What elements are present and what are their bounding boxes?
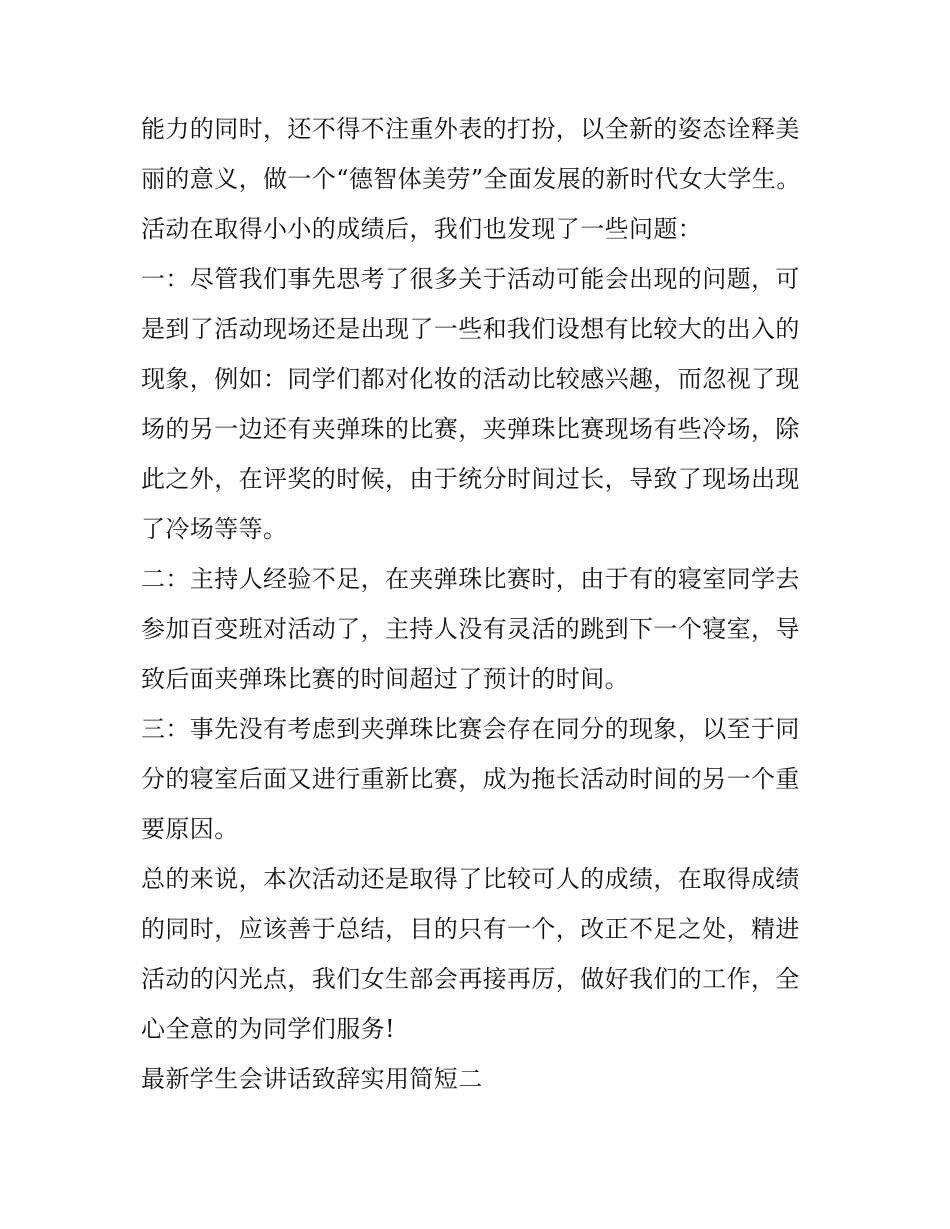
text-line: 活动的闪光点，我们女生部会再接再厉，做好我们的工作，全 (141, 965, 800, 993)
text-line: 场的另一边还有夹弹珠的比赛，夹弹珠比赛现场有些冷场，除 (141, 415, 800, 443)
text-line: 了冷场等等。 (141, 515, 288, 543)
text-line: 此之外，在评奖的时候，由于统分时间过长，导致了现场出现 (141, 465, 800, 493)
text-line: 二：主持人经验不足，在夹弹珠比赛时，由于有的寝室同学去 (141, 565, 800, 593)
text-line: 的同时，应该善于总结，目的只有一个，改正不足之处，精进 (141, 915, 800, 943)
text-line: 现象，例如：同学们都对化妆的活动比较感兴趣，而忽视了现 (141, 365, 800, 393)
text-line: 一：尽管我们事先思考了很多关于活动可能会出现的问题，可 (141, 265, 800, 293)
text-line: 丽的意义，做一个“德智体美劳”全面发展的新时代女大学生。 (141, 165, 801, 193)
section-heading: 最新学生会讲话致辞实用简短二 (141, 1065, 483, 1093)
text-line: 要原因。 (141, 815, 239, 843)
text-line: 活动在取得小小的成绩后，我们也发现了一些问题： (141, 215, 703, 243)
text-line: 分的寝室后面又进行重新比赛，成为拖长活动时间的另一个重 (141, 765, 800, 793)
text-line: 致后面夹弹珠比赛的时间超过了预计的时间。 (141, 665, 629, 693)
text-line: 是到了活动现场还是出现了一些和我们设想有比较大的出入的 (141, 315, 800, 343)
text-line: 参加百变班对活动了，主持人没有灵活的跳到下一个寝室，导 (141, 615, 800, 643)
text-line: 能力的同时，还不得不注重外表的打扮，以全新的姿态诠释美 (141, 115, 800, 143)
text-line: 三：事先没有考虑到夹弹珠比赛会存在同分的现象，以至于同 (141, 715, 800, 743)
text-line: 心全意的为同学们服务! (141, 1015, 396, 1043)
text-line: 总的来说，本次活动还是取得了比较可人的成绩，在取得成绩 (141, 865, 800, 893)
